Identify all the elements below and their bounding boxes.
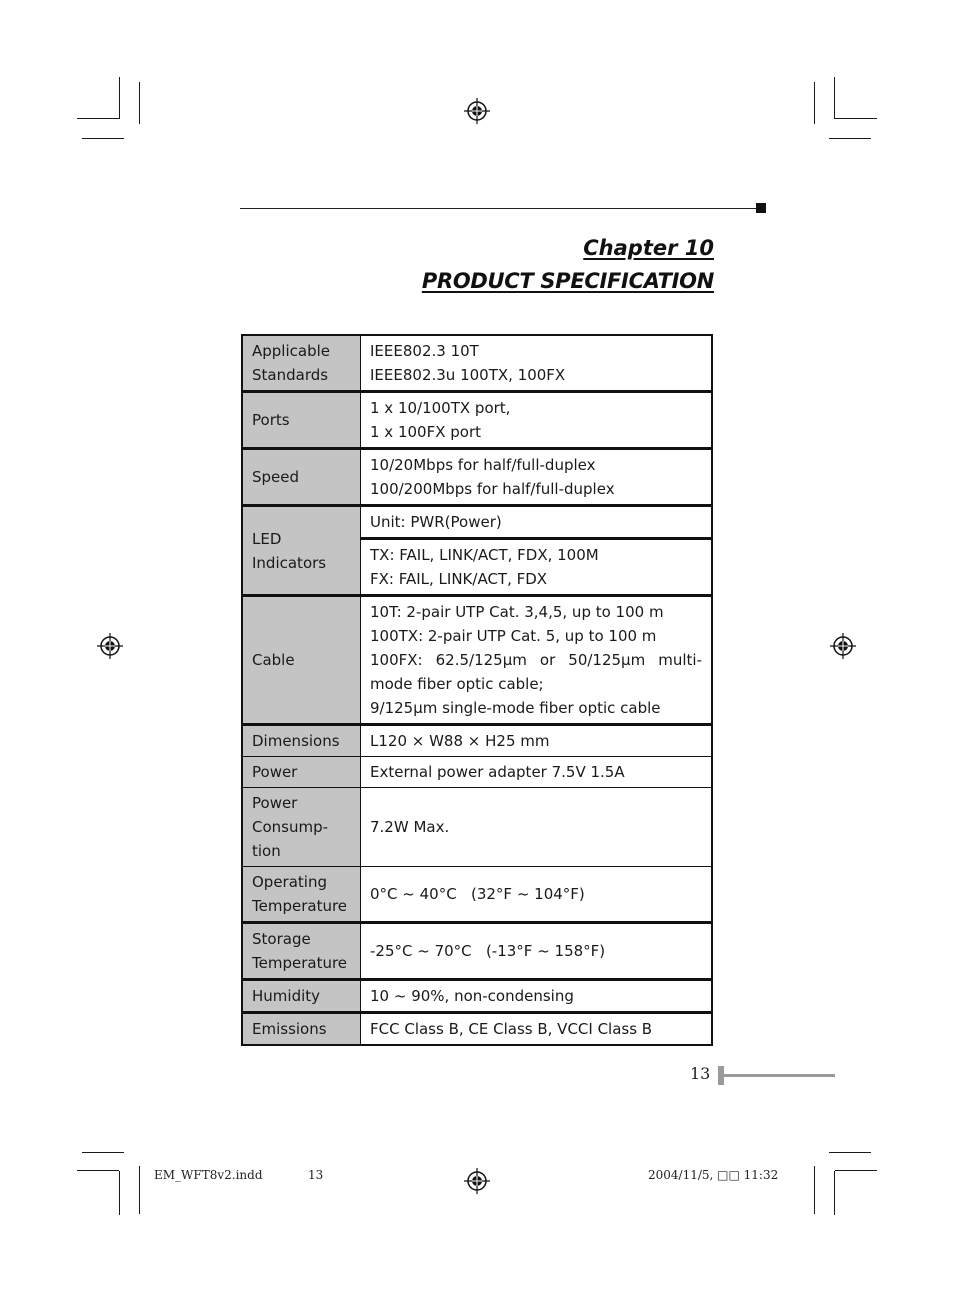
spec-value: 10T: 2-pair UTP Cat. 3,4,5, up to 100 m 100TX: 2-pair UTP Cat. 5, up to 100 m 100FX: 62.5/125μm or 50/125μm multi- mode fiber optic cable; 9/125μm single-mode fiber optic cable (361, 596, 713, 725)
crop-mark (82, 1152, 124, 1153)
spec-label: Cable (242, 596, 361, 725)
registration-crosshair-icon (830, 633, 856, 659)
crop-mark (119, 77, 120, 119)
spec-label: Ports (242, 392, 361, 449)
table-row (242, 725, 712, 757)
table-row (242, 449, 712, 506)
spec-label: Storage Temperature (242, 923, 361, 980)
page-title: PRODUCT SPECIFICATION (421, 269, 714, 293)
spec-value: FCC Class B, CE Class B, VCCI Class B (361, 1013, 713, 1046)
crop-mark (834, 1171, 835, 1215)
footer-file-page: 13 (308, 1168, 324, 1182)
crop-mark (835, 118, 877, 119)
spec-label: Power (242, 757, 361, 788)
specification-table (241, 334, 713, 1046)
spec-value: IEEE802.3 10T IEEE802.3u 100TX, 100FX (361, 335, 713, 392)
page-marker-rule (724, 1074, 835, 1077)
spec-value: 10 ~ 90%, non-condensing (361, 980, 713, 1013)
crop-mark (814, 82, 815, 124)
crop-mark (82, 138, 124, 139)
table-row (242, 867, 712, 923)
spec-value: External power adapter 7.5V 1.5A (361, 757, 713, 788)
table-row (242, 1013, 712, 1046)
spec-label: Humidity (242, 980, 361, 1013)
table-row (242, 788, 712, 867)
crop-mark (829, 1152, 871, 1153)
registration-crosshair-icon (464, 98, 490, 124)
footer-file-name: EM_WFT8v2.indd (154, 1168, 263, 1182)
spec-label: Emissions (242, 1013, 361, 1046)
table-row (242, 757, 712, 788)
crop-mark (834, 77, 835, 119)
table-row (242, 335, 712, 392)
crop-mark (139, 1166, 140, 1214)
header-square-marker (756, 203, 766, 213)
spec-label: LED Indicators (242, 506, 361, 596)
table-row (242, 392, 712, 449)
spec-label: Speed (242, 449, 361, 506)
spec-value: 10/20Mbps for half/full-duplex 100/200Mbps for half/full-duplex (361, 449, 713, 506)
footer-timestamp: 2004/11/5, □□ 11:32 (648, 1168, 779, 1182)
table-row (242, 506, 712, 539)
spec-value: 1 x 10/100TX port, 1 x 100FX port (361, 392, 713, 449)
registration-crosshair-icon (464, 1168, 490, 1194)
table-row (242, 980, 712, 1013)
spec-value: TX: FAIL, LINK/ACT, FDX, 100M FX: FAIL, LINK/ACT, FDX (361, 539, 713, 596)
spec-label: Operating Temperature (242, 867, 361, 923)
spec-value: Unit: PWR(Power) (361, 506, 713, 539)
spec-label: Power Consump- tion (242, 788, 361, 867)
spec-label: Applicable Standards (242, 335, 361, 392)
crop-mark (119, 1171, 120, 1215)
spec-label: Dimensions (242, 725, 361, 757)
table-row (242, 596, 712, 725)
crop-mark (814, 1166, 815, 1214)
header-rule (240, 208, 756, 209)
spec-value: L120 × W88 × H25 mm (361, 725, 713, 757)
spec-value: 0°C ~ 40°C (32°F ~ 104°F) (361, 867, 713, 923)
crop-mark (139, 82, 140, 124)
spec-value: -25°C ~ 70°C (-13°F ~ 158°F) (361, 923, 713, 980)
registration-crosshair-icon (97, 633, 123, 659)
chapter-title: Chapter 10 (583, 236, 714, 260)
crop-mark (835, 1170, 877, 1171)
crop-mark (77, 1170, 119, 1171)
page-number: 13 (690, 1064, 711, 1083)
table-row (242, 923, 712, 980)
crop-mark (77, 118, 119, 119)
crop-mark (829, 138, 871, 139)
spec-value: 7.2W Max. (361, 788, 713, 867)
